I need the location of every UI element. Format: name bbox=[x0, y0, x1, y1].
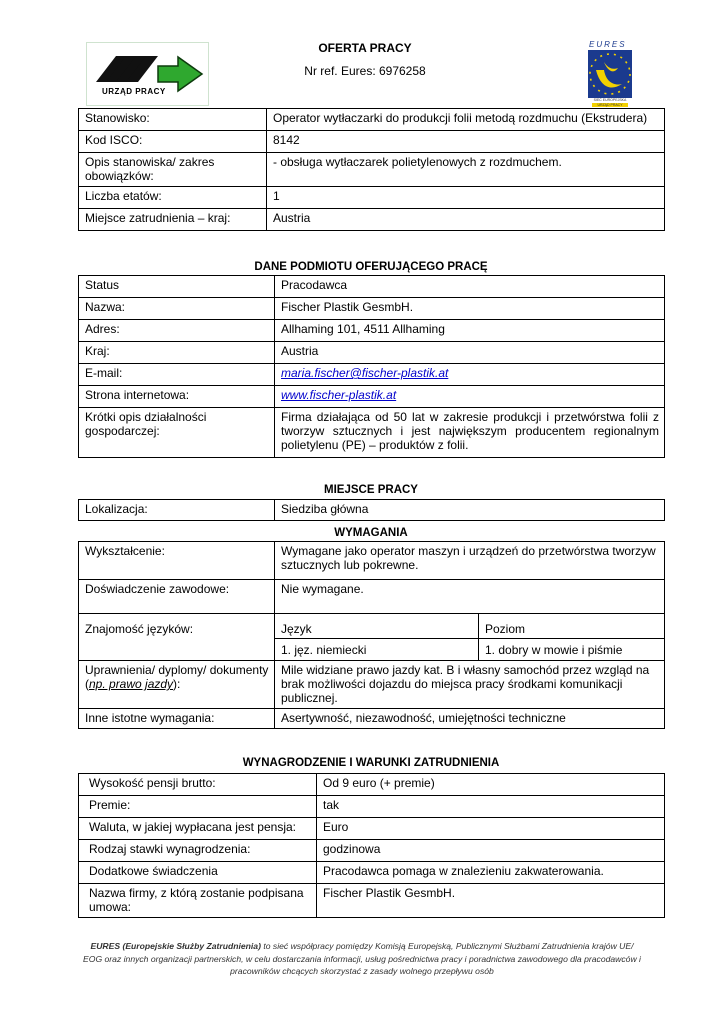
salary-label-contract-company: Nazwa firmy, z którą zostanie podpisana umowa: bbox=[79, 884, 317, 918]
req-label-licenses-text: Uprawnienia/ dyplomy/ dokumenty bbox=[85, 663, 269, 677]
salary-value-bonus: tak bbox=[317, 796, 665, 818]
employer-value-country: Austria bbox=[275, 342, 665, 364]
salary-label-rate-type: Rodzaj stawki wynagrodzenia: bbox=[79, 840, 317, 862]
employer-value-description: Firma działająca od 50 lat w zakresie produkcji i przetwórstwa folii z tworzyw sztucznych i jest największym producentem regionalnym polietylenu (PE) – produktów z folii. bbox=[275, 408, 665, 458]
req-label-education: Wykształcenie: bbox=[79, 542, 275, 580]
salary-section-title: WYNAGRODZENIE I WARUNKI ZATRUDNIENIA bbox=[242, 757, 500, 769]
employer-value-website bbox=[275, 386, 665, 408]
job-value-description: - obsługa wytłaczarek polietylenowych z rozdmuchem. bbox=[267, 153, 665, 187]
job-label-isco: Kod ISCO: bbox=[79, 131, 267, 153]
page-title: OFERTA PRACY bbox=[318, 41, 412, 55]
eures-logo bbox=[582, 40, 638, 108]
workplace-section-title: MIEJSCE PRACY bbox=[324, 484, 418, 496]
lang-header-language: Język bbox=[275, 614, 479, 639]
eures-logo-text: EURES bbox=[589, 40, 627, 49]
employer-section-title: DANE PODMIOTU OFERUJĄCEGO PRACĘ bbox=[254, 261, 488, 273]
employer-value-name: Fischer Plastik GesmbH. bbox=[275, 298, 665, 320]
employer-table bbox=[78, 275, 665, 458]
employer-label-status: Status bbox=[79, 276, 275, 298]
email-link[interactable]: maria.fischer@fischer-plastik.at bbox=[281, 366, 449, 380]
employer-value-address: Allhaming 101, 4511 Allhaming bbox=[275, 320, 665, 342]
job-table bbox=[78, 108, 665, 231]
salary-value-currency: Euro bbox=[317, 818, 665, 840]
workplace-table bbox=[78, 499, 665, 521]
urzad-pracy-logo-text: URZĄD PRACY bbox=[102, 87, 166, 96]
lang-level: 1. dobry w mowie i piśmie bbox=[479, 639, 665, 661]
job-label-positions-count: Liczba etatów: bbox=[79, 187, 267, 209]
employer-label-description: Krótki opis działalności gospodarczej: bbox=[79, 408, 275, 458]
job-label-country: Miejsce zatrudnienia – kraj: bbox=[79, 209, 267, 231]
salary-label-benefits: Dodatkowe świadczenia bbox=[79, 862, 317, 884]
salary-label-currency: Waluta, w jakiej wypłacana jest pensja: bbox=[79, 818, 317, 840]
workplace-value: Siedziba główna bbox=[275, 500, 665, 521]
employer-label-name: Nazwa: bbox=[79, 298, 275, 320]
req-value-licenses: Mile widziane prawo jazdy kat. B i własny samochód przez wzgląd na brak możliwości dojazdu do miejsca pracy środkami komunikacji publicznej. bbox=[275, 661, 665, 709]
req-value-other: Asertywność, niezawodność, umiejętności techniczne bbox=[275, 709, 665, 729]
footer-bold: EURES (Europejskie Służby Zatrudnienia) bbox=[90, 941, 261, 951]
req-label-other: Inne istotne wymagania: bbox=[79, 709, 275, 729]
workplace-label: Lokalizacja: bbox=[79, 500, 275, 521]
urzad-pracy-logo bbox=[86, 42, 209, 106]
salary-label-bonus: Premie: bbox=[79, 796, 317, 818]
employer-value-status: Pracodawca bbox=[275, 276, 665, 298]
job-label-description: Opis stanowiska/ zakres obowiązków: bbox=[79, 153, 267, 187]
requirements-table bbox=[78, 541, 665, 729]
employer-label-website: Strona internetowa: bbox=[79, 386, 275, 408]
footer-text: to sieć współpracy pomiędzy Komisją Europejską, Publicznymi Służbami Zatrudnienia krajów UE/ EOG oraz innych organizacji partnerskich, w celu dostarczania informacji, usług pośrednictwa pracy i poradnictwa zawodowego dla pracodawców i pracowników chcących skorzystać z zasady wolnego przepływu osób bbox=[83, 941, 641, 976]
urzad-pracy-logo-graphic bbox=[86, 42, 209, 106]
req-label-experience: Doświadczenie zawodowe: bbox=[79, 580, 275, 614]
req-label-licenses-example: np. prawo jazdy bbox=[89, 677, 174, 691]
salary-value-gross: Od 9 euro (+ premie) bbox=[317, 774, 665, 796]
job-value-isco: 8142 bbox=[267, 131, 665, 153]
req-value-experience: Nie wymagane. bbox=[275, 580, 665, 614]
job-value-country: Austria bbox=[267, 209, 665, 231]
requirements-section-title: WYMAGANIA bbox=[334, 527, 408, 539]
job-value-position: Operator wytłaczarki do produkcji folii metodą rozdmuchu (Ekstrudera) bbox=[267, 109, 665, 131]
req-label-licenses bbox=[79, 661, 275, 709]
reference-number: Nr ref. Eures: 6976258 bbox=[304, 64, 426, 78]
website-link[interactable]: www.fischer-plastik.at bbox=[281, 388, 397, 402]
job-label-position: Stanowisko: bbox=[79, 109, 267, 131]
req-label-languages: Znajomość języków: bbox=[79, 614, 275, 661]
employer-value-email bbox=[275, 364, 665, 386]
req-label-licenses-close: ): bbox=[173, 677, 181, 691]
salary-value-benefits: Pracodawca pomaga w znalezieniu zakwaterowania. bbox=[317, 862, 665, 884]
salary-label-gross: Wysokość pensji brutto: bbox=[79, 774, 317, 796]
employer-label-address: Adres: bbox=[79, 320, 275, 342]
eures-logo-subtext-2: URZĄD PRACY bbox=[592, 103, 628, 107]
req-label-licenses-open: ( bbox=[85, 677, 89, 691]
lang-header-level: Poziom bbox=[479, 614, 665, 639]
employer-label-country: Kraj: bbox=[79, 342, 275, 364]
employer-label-email: E-mail: bbox=[79, 364, 275, 386]
req-value-education: Wymagane jako operator maszyn i urządzeń do przetwórstwa tworzyw sztucznych lub pokrewne. bbox=[275, 542, 665, 580]
job-value-positions-count: 1 bbox=[267, 187, 665, 209]
salary-table bbox=[78, 773, 665, 918]
footer-note bbox=[80, 940, 644, 978]
lang-name: 1. jęz. niemiecki bbox=[275, 639, 479, 661]
eures-logo-subtext: SIEĆ EUROPEJSKA bbox=[593, 98, 627, 102]
salary-value-contract-company: Fischer Plastik GesmbH. bbox=[317, 884, 665, 918]
salary-value-rate-type: godzinowa bbox=[317, 840, 665, 862]
